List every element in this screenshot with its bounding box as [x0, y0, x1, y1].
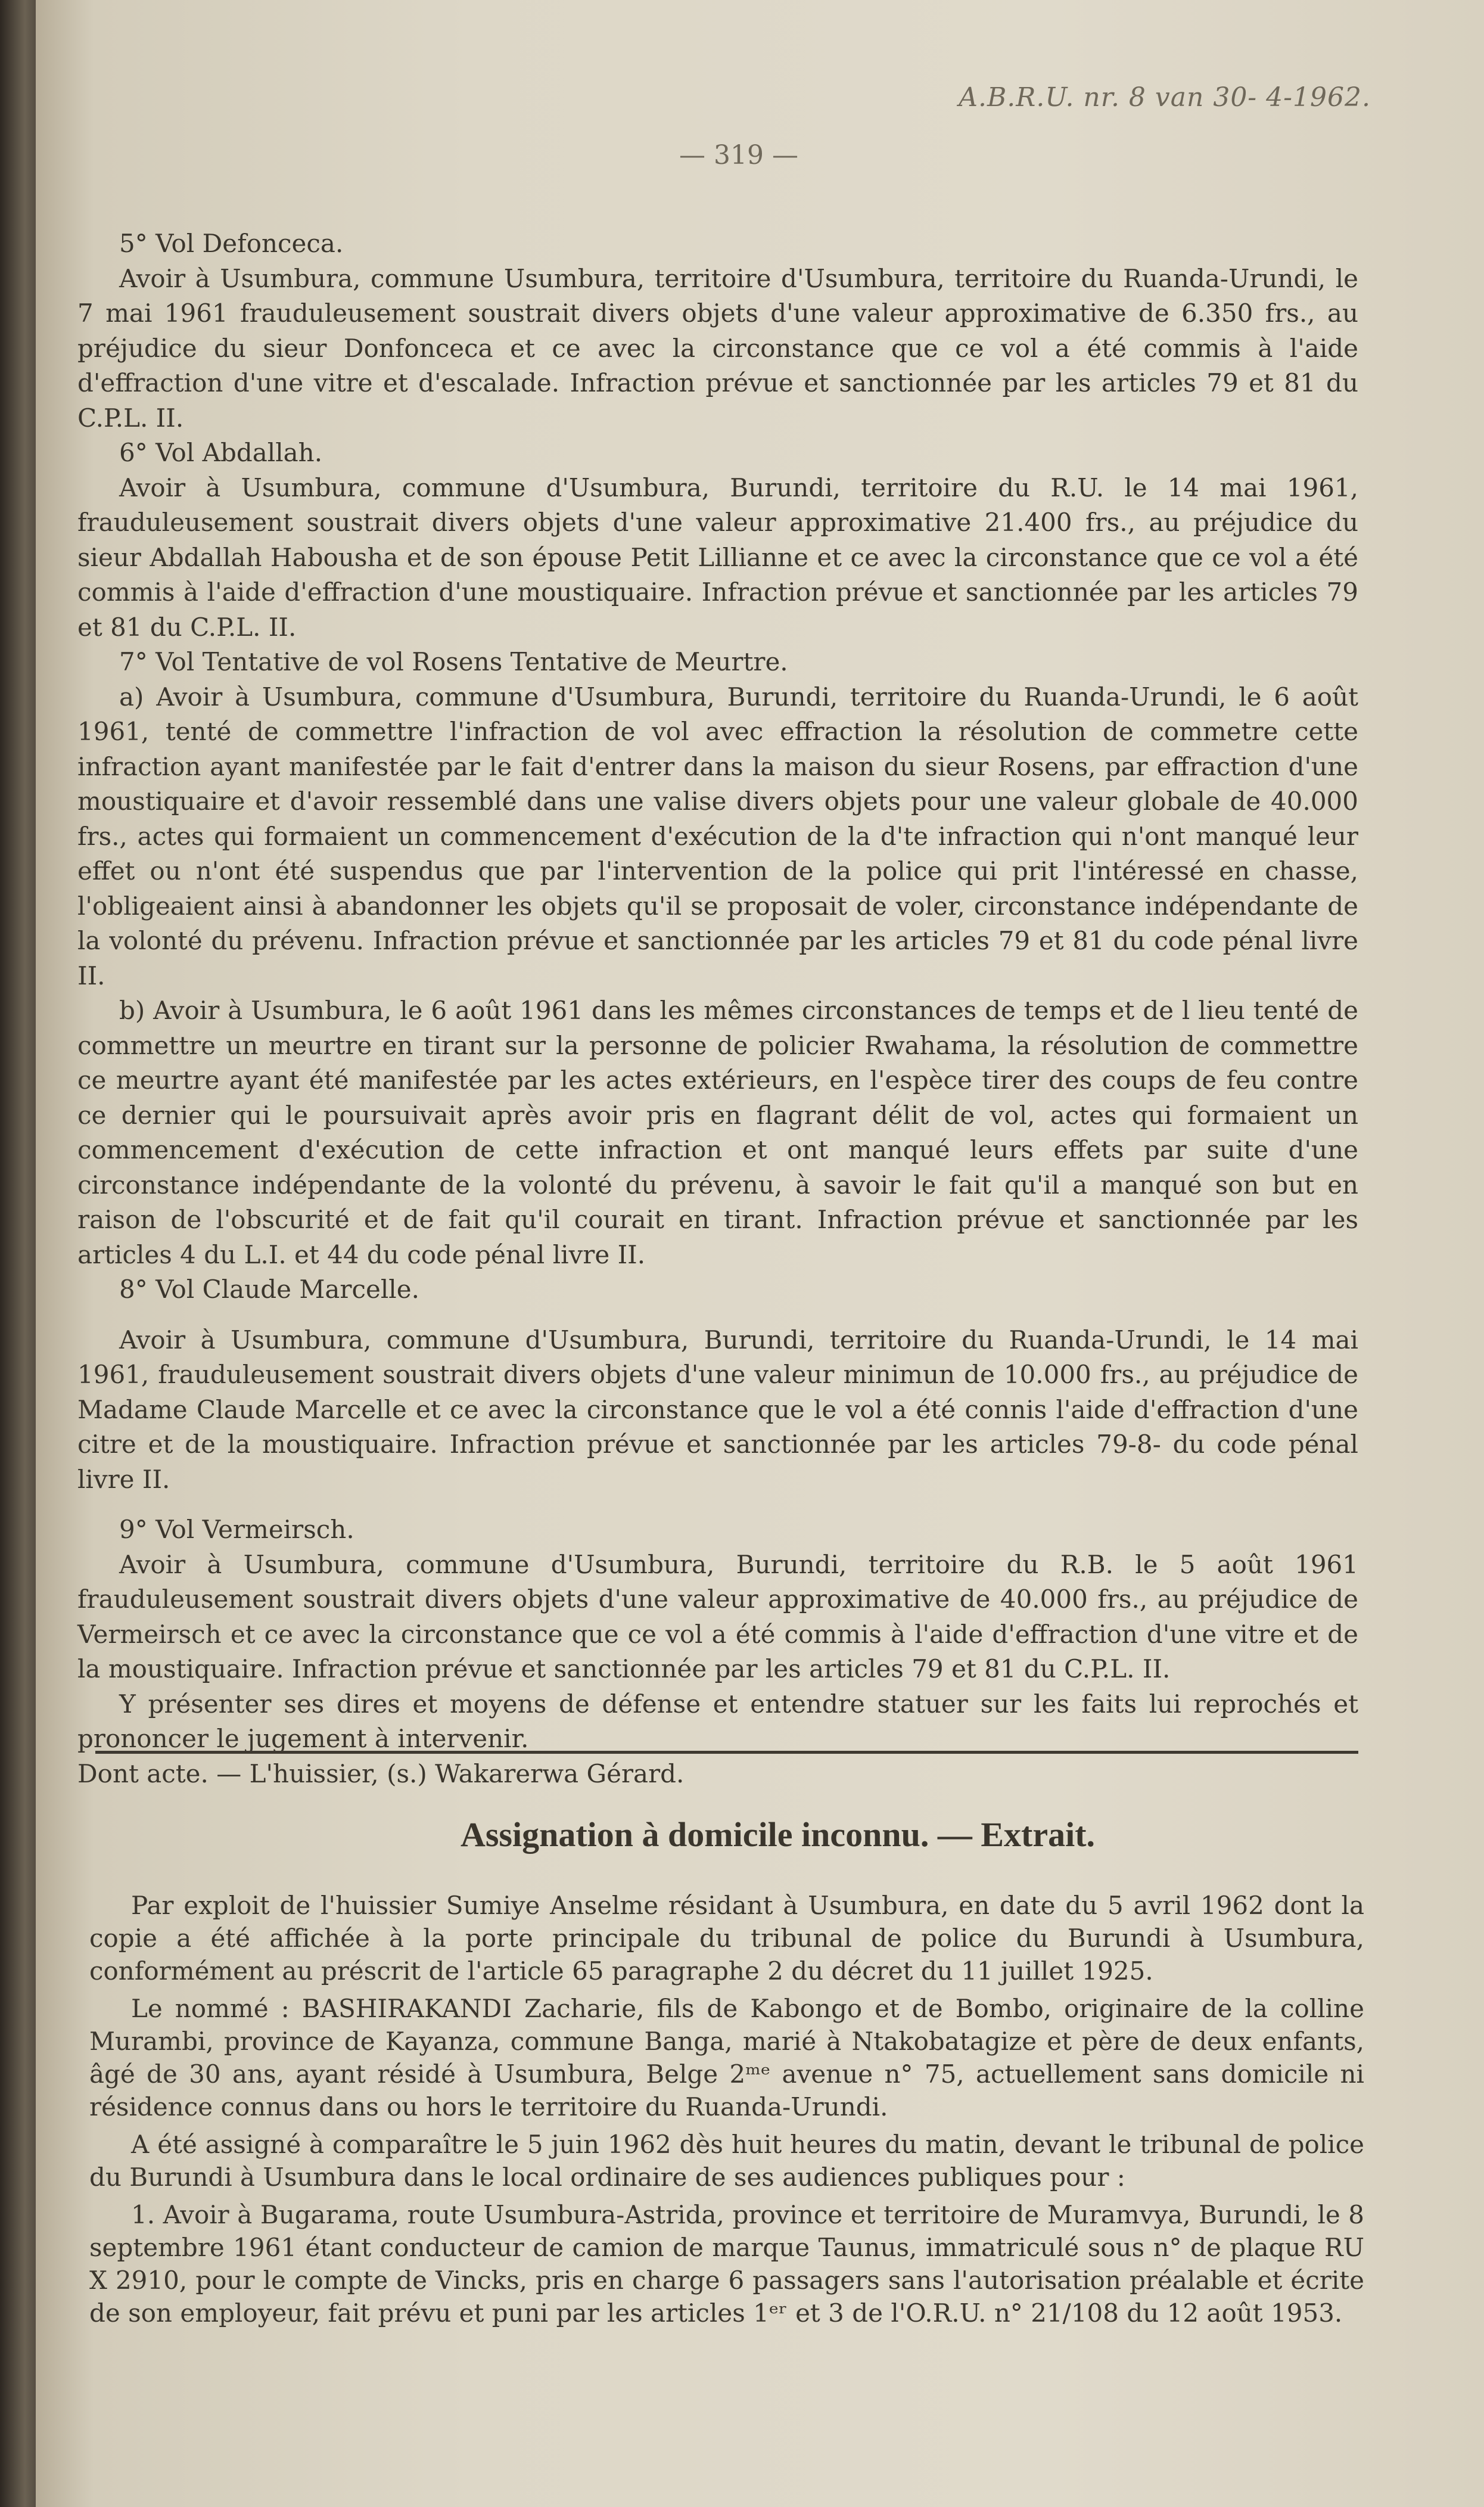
charge-text: Avoir à Usumbura, commune Usumbura, territoire d'Usumbura, territoire du Ruanda-Urundi, le 7 mai 1961 frauduleusement soustrait divers objets d'une valeur approximative de 6.350 frs., au préjudice du sieur Donfonceca et ce avec la circonstance que ce vol a été commis à l'aide d'effraction d'une vitre et d'escalade. Infraction prévue et sanctionnée par les articles 79 et 81 du C.P.L. II. [77, 263, 1358, 433]
charge-heading: 5° Vol Defonceca. [119, 229, 344, 258]
closing-text: Y présenter ses dires et moyens de défense et entendre statuer sur les faits lui reprochés et prononcer le jugement à intervenir. [77, 1689, 1358, 1753]
charge-text: Avoir à Usumbura, commune d'Usumbura, Burundi, territoire du R.B. le 5 août 1961 frauduleusement soustrait divers objets d'une valeur approximative de 40.000 frs., au préjudice de Vermeirsch et ce avec la circonstance que ce vol a été commis à l'aide d'effraction d'une vitre et de la moustiquaire. Infraction prévue et sanctionnée par les articles 79 et 81 du C.P.L. II. [77, 1549, 1358, 1683]
charge-heading: 9° Vol Vermeirsch. [119, 1515, 354, 1544]
signature-line: Dont acte. — L'huissier, (s.) Wakarerwa Gérard. [77, 1759, 685, 1788]
assignation-paragraph: Le nommé : BASHIRAKANDI Zacharie, fils de Kabongo et de Bombo, originaire de la colline Murambi, province de Kayanza, commune Banga, marié à Ntakobatagize et père de deux enfants, âgé de 30 ans, ayant résidé à Usumbura, Belge 2ᵐᵉ avenue n° 75, actuellement sans domicile ni résidence connus dans ou hors le territoire du Ruanda-Urundi. [89, 1994, 1364, 2121]
gazette-reference: A.B.R.U. nr. 8 van 30- 4-1962. [959, 82, 1371, 113]
section-divider [95, 1751, 1358, 1754]
charge-text-a: a) Avoir à Usumbura, commune d'Usumbura, Burundi, territoire du Ruanda-Urundi, le 6 août 1961, tenté de commettre l'infraction de vol avec effraction la résolution de commetre cette infraction ayant manifestée par le fait d'entrer dans la maison du sieur Rosens, par effraction d'une moustiquaire et d'avoir ressemblé dans une valise divers objets pour une valeur globale de 40.000 frs., actes qui formaient un commencement d'exécution de la d'te infraction qui n'ont manqué leur effet ou n'ont été suspendus que par l'intervention de la police qui prit l'intéressé en chasse, l'obligeaient ainsi à abandonner les objets qu'il se proposait de voler, circonstance indépendante de la volonté du prévenu. Infraction prévue et sanctionnée par les articles 79 et 81 du code pénal livre II. [77, 682, 1358, 990]
charge-text: Avoir à Usumbura, commune d'Usumbura, Burundi, territoire du Ruanda-Urundi, le 14 mai 1961, frauduleusement soustrait divers objets d'une valeur minimun de 10.000 frs., au préjudice de Madame Claude Marcelle et ce avec la circonstance que le vol a été connis l'aide d'effraction d'une citre et de la moustiquaire. Infraction prévue et sanctionnée par les articles 79-8- du code pénal livre II. [77, 1325, 1358, 1494]
assignation-paragraph: Par exploit de l'huissier Sumiye Anselme résidant à Usumbura, en date du 5 avril 1962 dont la copie a été affichée à la porte principale du tribunal de police du Burundi à Usumbura, conformément au préscrit de l'article 65 paragraphe 2 du décret du 11 juillet 1925. [89, 1891, 1364, 1986]
assignation-section [89, 1889, 1364, 2329]
assignation-paragraph: 1. Avoir à Bugarama, route Usumbura-Astrida, province et territoire de Muramvya, Burundi, le 8 septembre 1961 étant conducteur de camion de marque Taunus, immatriculé sous n° de plaque RU X 2910, pour le compte de Vincks, pris en charge 6 passagers sans l'autorisation préalable et écrite de son employeur, fait prévu et puni par les articles 1ᵉʳ et 3 de l'O.R.U. n° 21/108 du 12 août 1953. [89, 2200, 1364, 2328]
section-title: Assignation à domicile inconnu. — Extrait. [460, 1815, 1096, 1854]
charge-text: Avoir à Usumbura, commune d'Usumbura, Burundi, territoire du R.U. le 14 mai 1961, frauduleusement soustrait divers objets d'une valeur approximative 21.400 frs., au préjudice du sieur Abdallah Habousha et de son épouse Petit Lillianne et ce avec la circonstance que ce vol a été commis à l'aide d'effraction d'une moustiquaire. Infraction prévue et sanctionnée par les articles 79 et 81 du C.P.L. II. [77, 473, 1358, 642]
gazette-page [36, 0, 1484, 2507]
charge-text-b: b) Avoir à Usumbura, le 6 août 1961 dans les mêmes circonstances de temps et de l lieu tenté de commettre un meurtre en tirant sur la personne de policier Rwahama, la résolution de commettre ce meurtre ayant été manifestée par les actes extérieurs, en l'espèce tirer des coups de feu contre ce dernier qui le poursuivait après avoir pris en flagrant délit de vol, actes qui formaient un commencement d'exécution de cette infraction et ont manqué leurs effets par suite d'une circonstance indépendante de la volonté du prévenu, à savoir le fait qu'il a manqué son but en raison de l'obscurité et de fait qu'il courait en tirant. Infraction prévue et sanctionnée par les articles 4 du L.I. et 44 du code pénal livre II. [77, 996, 1358, 1269]
charge-heading: 7° Vol Tentative de vol Rosens Tentative de Meurtre. [119, 647, 788, 676]
assignation-paragraph: A été assigné à comparaître le 5 juin 1962 dès huit heures du matin, devant le tribunal de police du Burundi à Usumbura dans le local ordinaire de ses audiences publiques pour : [89, 2130, 1364, 2192]
page-number: — 319 — [679, 140, 798, 170]
charge-heading: 8° Vol Claude Marcelle. [119, 1275, 419, 1304]
charges-section [77, 226, 1358, 1791]
charge-heading: 6° Vol Abdallah. [119, 438, 323, 467]
